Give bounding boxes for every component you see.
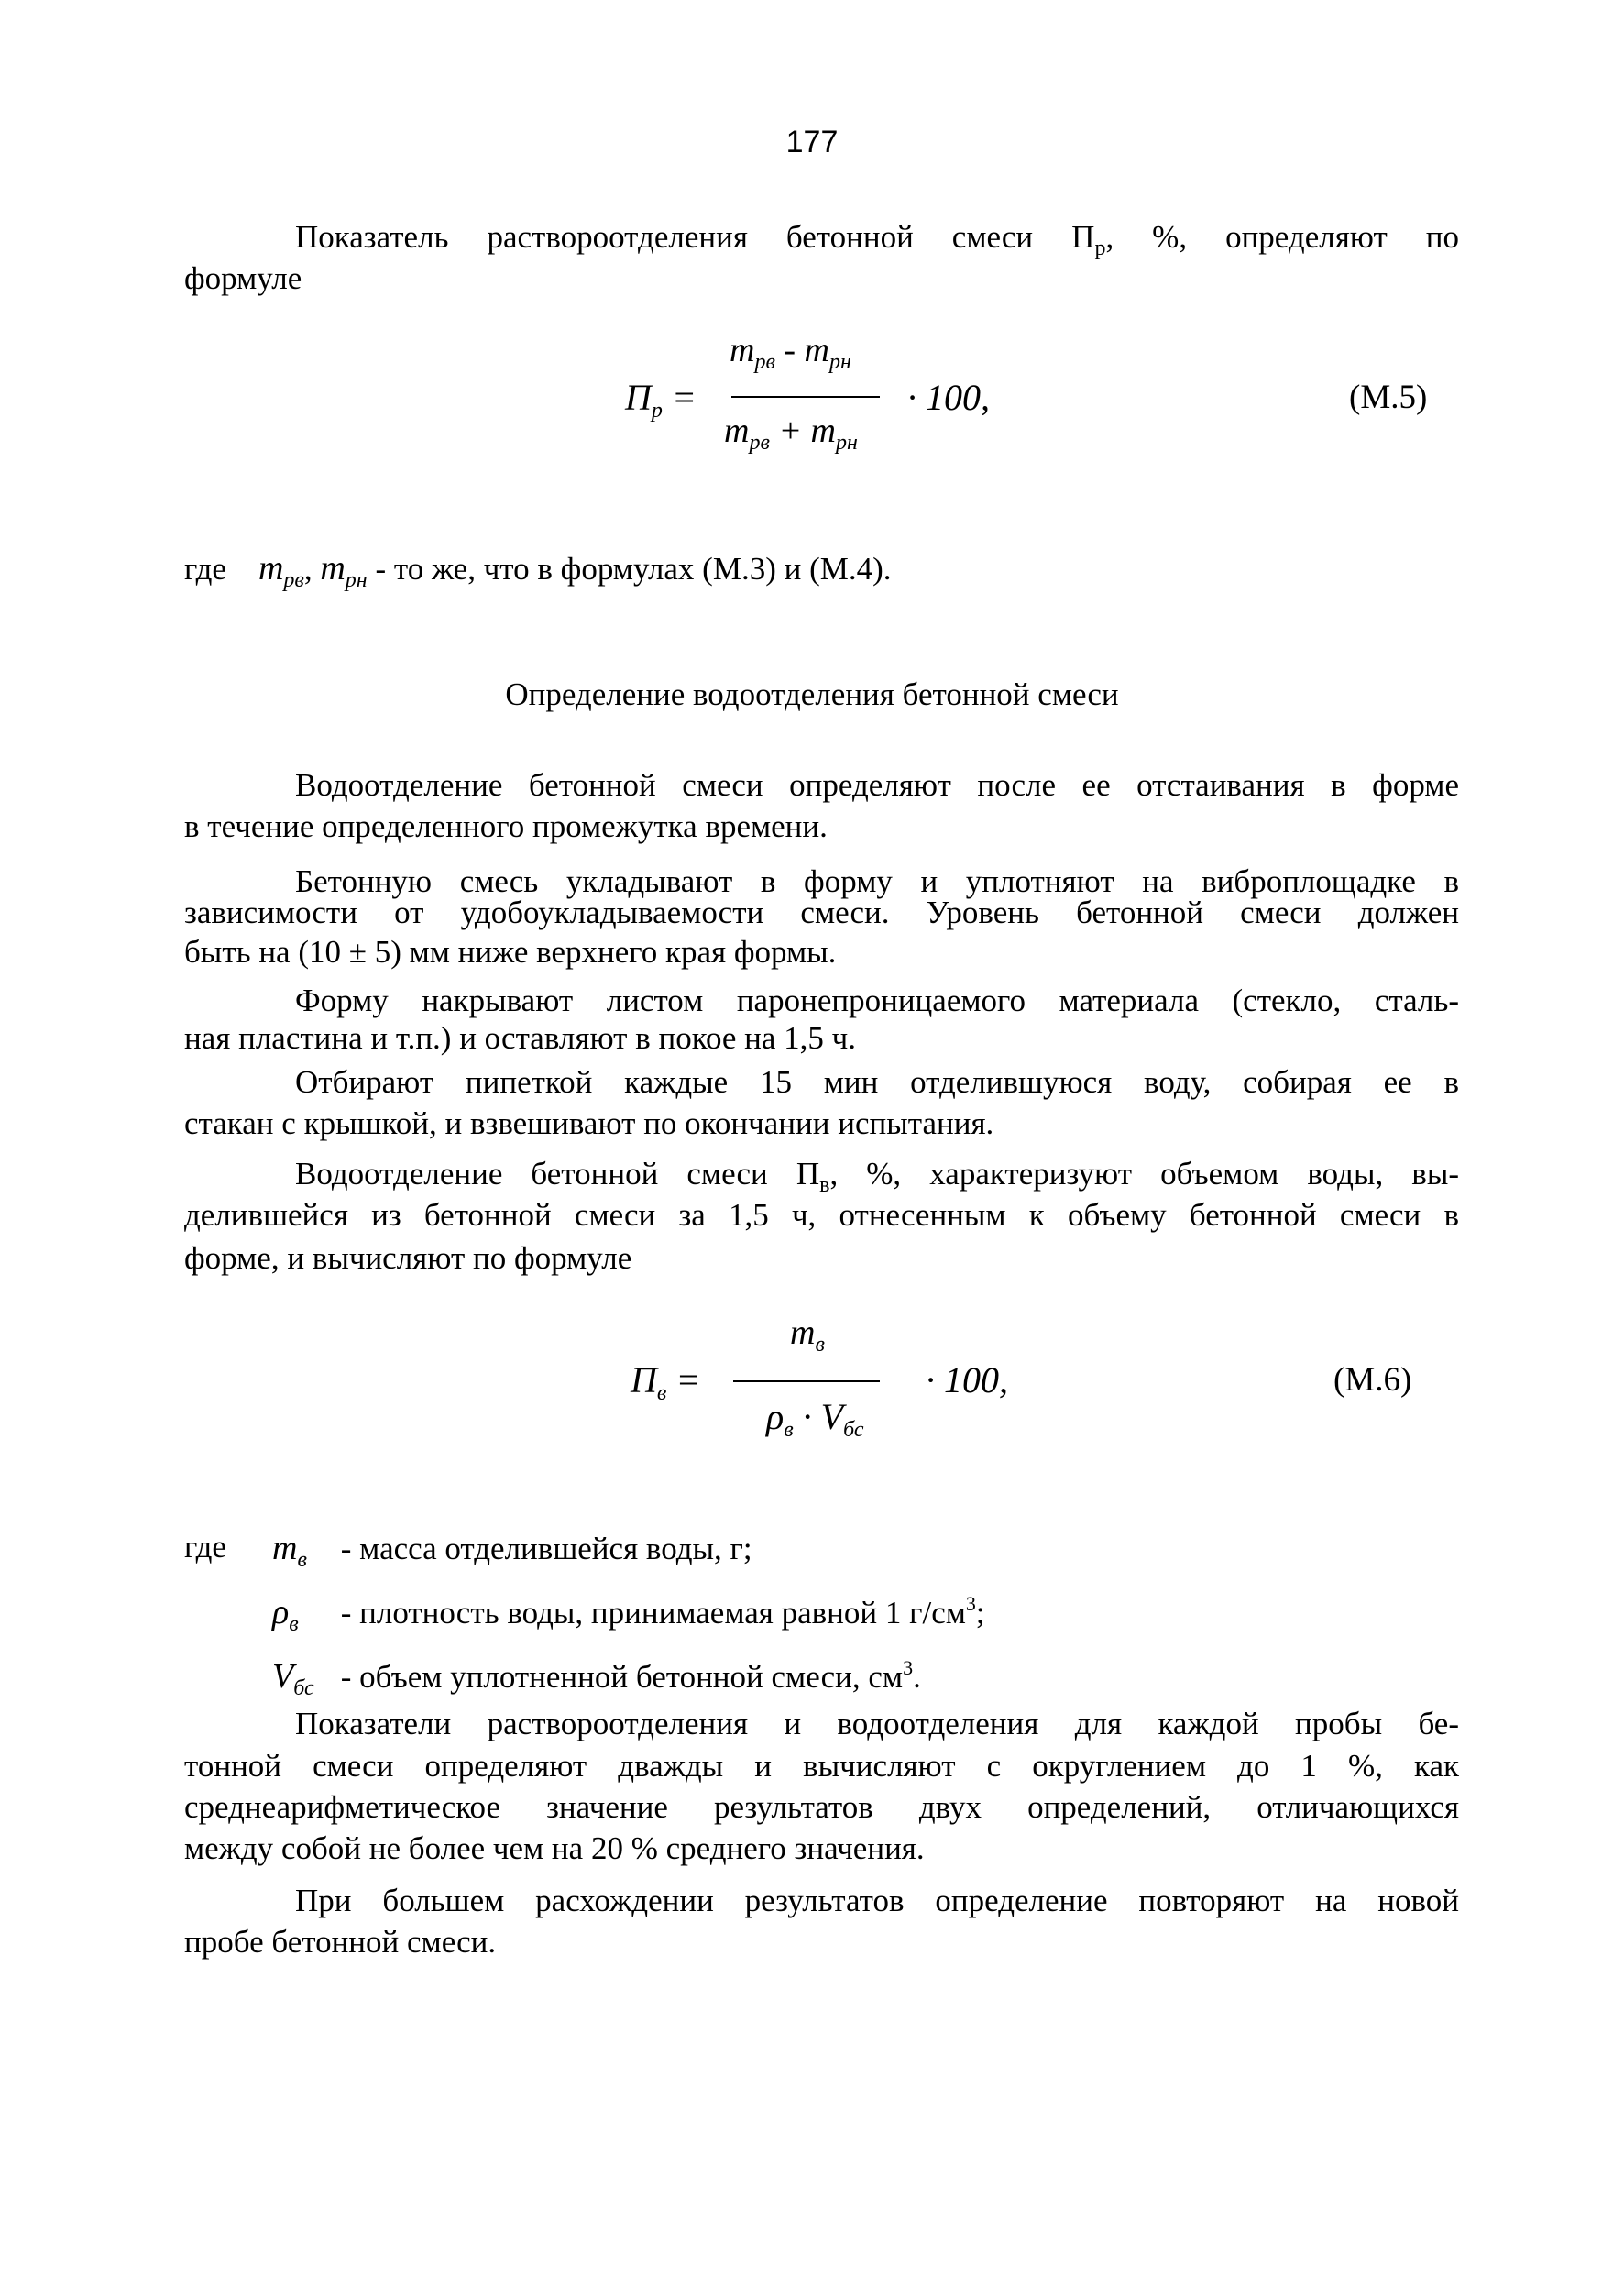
paragraph-line: Бетонную смесь укладывают в форму и уплотняют на виброплощадке в (295, 863, 1459, 899)
paragraph-line: Отбирают пипеткой каждые 15 мин отделившуюся воду, собирая ее в (295, 1064, 1459, 1100)
paragraph-line: тонной смеси определяют дважды и вычисляют с округлением до 1 %, как (184, 1748, 1459, 1784)
paragraph-line: ная пластина и т.п.) и оставляют в покое на 1,5 ч. (184, 1020, 857, 1056)
where-item: $\rho_в$ - плотность воды, принимаемая равной 1 $г/см^3$; (272, 1592, 985, 1636)
paragraph-line: Водоотделение бетонной смеси определяют после ее отстаивания в форме (295, 767, 1459, 803)
paragraph-line: стакан с крышкой, и взвешивают по окончании испытания. (184, 1105, 994, 1141)
formula-numerator: $m_в$ (790, 1313, 825, 1357)
paragraph-line: При большем расхождении результатов определение повторяют на новой (295, 1883, 1459, 1918)
paragraph-line: Показатели раствороотделения и водоотделения для каждой пробы бе- (295, 1706, 1459, 1741)
paragraph-line: зависимости от удобоукладываемости смеси. Уровень бетонной смеси должен (184, 895, 1459, 930)
paragraph-line: формуле (184, 260, 302, 296)
where-label: где (184, 1529, 226, 1565)
paragraph-line: между собой не более чем на 20 % среднего значения. (184, 1830, 925, 1866)
formula-denominator: $m_{рв} + m_{рн}$ (724, 412, 858, 455)
paragraph-line: форме, и вычисляют по формуле (184, 1240, 632, 1276)
fraction-bar (731, 396, 880, 398)
paragraph-line: Показатель раствороотделения бетонной смеси $П_р$, %, определяют по (295, 219, 1459, 260)
formula-multiplier: · 100, (907, 377, 990, 418)
paragraph-line: Водоотделение бетонной смеси $П_в$, %, характеризуют объемом воды, вы- (295, 1156, 1459, 1197)
formula-number: (М.6) (1333, 1361, 1412, 1399)
where-item: $V_{бс}$ - объем уплотненной бетонной смеси, $см^3$. (272, 1656, 921, 1700)
section-heading: Определение водоотделения бетонной смеси (505, 676, 1119, 712)
paragraph-line: быть на (10 ± 5) мм ниже верхнего края формы. (184, 934, 837, 970)
formula-denominator: $\rho_в \cdot V_{бс}$ (766, 1396, 864, 1442)
paragraph-line: в течение определенного промежутка времени. (184, 808, 828, 844)
where-line: где $m_{рв}$, $m_{рн}$ - то же, что в формулах (М.3) и (М.4). (184, 549, 892, 592)
where-list (272, 1526, 985, 1710)
paragraph-line: среднеарифметическое значение результатов двух определений, отличающихся (184, 1789, 1459, 1825)
paragraph-line: Форму накрывают листом паронепроницаемого материала (стекло, сталь- (295, 983, 1459, 1018)
formula-lhs: $П_р$ = (625, 377, 697, 423)
formula-lhs: $П_в$ = (631, 1359, 701, 1405)
formula-numerator: $m_{рв} - m_{рн}$ (730, 331, 851, 374)
where-item: $m_в$ - масса отделившейся воды, г; (272, 1529, 752, 1572)
paragraph-line: делившейся из бетонной смеси за 1,5 ч, отнесенным к объему бетонной смеси в (184, 1197, 1459, 1233)
formula-multiplier: · 100, (926, 1359, 1008, 1401)
page-number: 177 (785, 125, 839, 159)
formula-number: (М.5) (1349, 379, 1428, 416)
fraction-bar (733, 1380, 880, 1382)
paragraph-line: пробе бетонной смеси. (184, 1924, 497, 1960)
